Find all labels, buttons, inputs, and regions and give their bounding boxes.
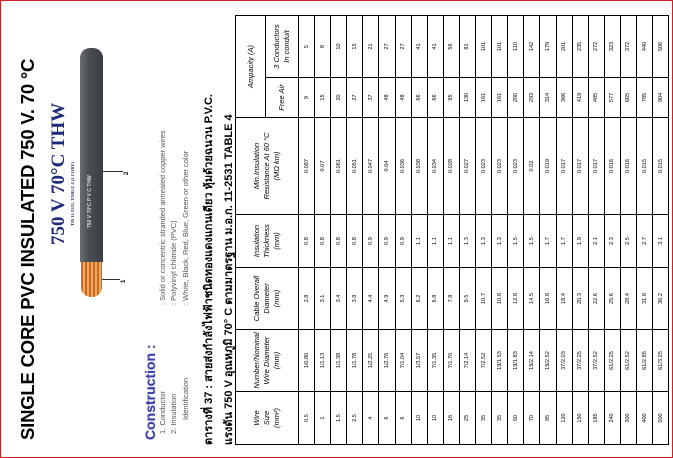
header-free-air: Free Air [266,78,299,118]
table-row [476,16,492,445]
cell-strand: 19/1.53 [492,330,508,392]
header-line: Resistance At 60 °C [262,132,271,200]
cell-free-air: 130 [459,78,475,118]
cell-free-air: 293 [524,78,540,118]
cell-insulation: 1.1 [443,215,459,268]
cell-diameter: 28.4 [620,268,636,330]
cell-resistance: 0.017 [588,118,604,215]
cell-free-air: 665 [620,78,636,118]
header-line: Thickness [262,224,271,258]
cell-insulation: 0.9 [363,215,379,268]
cell-size: 25 [459,392,475,445]
cell-size: 0.5 [299,392,315,445]
table-row [508,16,524,445]
cell-size: 35 [476,392,492,445]
cell-strand: 7/1.70 [443,330,459,392]
cell-insulation: 0.9 [395,215,411,268]
cell-diameter: 22.6 [588,268,604,330]
cell-resistance: 0.023 [492,118,508,215]
cell-conduit: 142 [524,16,540,78]
cell-size: 150 [572,392,588,445]
cell-insulation: 3.1 [653,215,669,268]
cell-resistance: 0.016 [620,118,636,215]
header-wire-size [236,392,299,445]
construction-heading: Construction : [142,344,158,440]
cable-image [80,48,103,262]
table-row [363,16,379,445]
construction-label: 1. Conductor [158,391,167,434]
construction-value: : White, Black, Red, Blue, Green or other color [181,150,190,305]
cell-strand: 61/2.52 [620,330,636,392]
page-title: SINGLE CORE PVC INSULATED 750 V. 70 °C [17,58,38,440]
cell-size: 16 [443,392,459,445]
cell-conduit: 440 [636,16,652,78]
cell-diameter: 6.2 [411,268,427,330]
cell-insulation: 1.7 [556,215,572,268]
cell-insulation: 1.5 [508,215,524,268]
cell-strand: 1/2.25 [363,330,379,392]
table-row [459,16,475,445]
table-row [427,16,443,445]
cell-insulation: 1.3 [459,215,475,268]
cell-free-air: 785 [636,78,652,118]
callout-1: 1 [121,279,127,283]
cell-strand: 19/2.52 [540,330,556,392]
cell-free-air: 161 [492,78,508,118]
cell-insulation: 1.1 [427,215,443,268]
cell-free-air: 20 [331,78,347,118]
cell-strand: 1/1.13 [315,330,331,392]
header-line: 3 Conductors [272,24,281,69]
cell-conduit: 15 [347,16,363,78]
header-line: (mm) [272,351,281,370]
cell-diameter: 2.8 [299,268,315,330]
construction-value: : Polyvinyl chloride (PVC) [169,220,178,305]
cell-resistance: 0.017 [556,118,572,215]
cell-free-air: 577 [604,78,620,118]
header-line: Wire [252,410,261,426]
cell-free-air: 314 [540,78,556,118]
cell-size: 6 [395,392,411,445]
cell-resistance: 0.036 [395,118,411,215]
header-line: Min.Insulation [252,142,261,190]
cell-strand: 37/2.52 [588,330,604,392]
cell-conduit: 323 [604,16,620,78]
callout-2: 2 [124,171,130,175]
cell-strand: 37/2.25 [572,330,588,392]
cell-size: 1 [315,392,331,445]
table-row [636,16,652,445]
cell-conduit: 101 [476,16,492,78]
cell-free-air: 66 [411,78,427,118]
header-line: Wire Diameter [262,336,271,385]
cell-insulation: 0.9 [379,215,395,268]
table-row [379,16,395,445]
table-row [299,16,315,445]
cell-conduit: 81 [459,16,475,78]
cell-insulation: 0.8 [347,215,363,268]
cell-strand: 1/0.80 [299,330,315,392]
cell-resistance: 0.019 [540,118,556,215]
cell-diameter: 3.8 [347,268,363,330]
table-row [653,16,669,445]
table-row [492,16,508,445]
cable-spec-table [235,15,669,445]
cell-strand: 1/3.57 [411,330,427,392]
cell-size: 6 [379,392,395,445]
cell-strand: 7/2.52 [476,330,492,392]
cell-size: 35 [492,392,508,445]
cell-size: 95 [540,392,556,445]
cell-size: 300 [620,392,636,445]
cell-strand: 61/2.85 [636,330,652,392]
cell-insulation: 1.7 [540,215,556,268]
cell-size: 50 [508,392,524,445]
header-conduit [266,16,299,78]
table-row [556,16,572,445]
copper-conductor-image [81,259,102,297]
cell-conduit: 10 [331,16,347,78]
cell-insulation: 1.5 [524,215,540,268]
cell-insulation: 2.3 [604,215,620,268]
table-caption-line-2: แรงดัน 750 V อุณหภูมิ 70° C ตามมาตรฐาน ม.อ.ก. 11-2531 TABLE 4 [223,114,235,445]
header-line: Size [262,410,271,426]
cell-resistance: 0.051 [347,118,363,215]
cell-size: 240 [604,392,620,445]
cell-diameter: 3.4 [331,268,347,330]
cell-free-air: 48 [395,78,411,118]
header-line: Diameter [262,283,271,314]
table-row [604,16,620,445]
table-row [395,16,411,445]
header-line: Number/Nominal [252,332,261,389]
cell-diameter: 16.8 [540,268,556,330]
cell-resistance: 0.015 [653,118,669,215]
header-insulation-resistance [236,118,299,215]
header-line: (mm) [272,289,281,308]
cell-resistance: 0.017 [572,118,588,215]
cell-size: 10 [427,392,443,445]
header-line: Insulation [252,224,261,258]
cell-free-air: 15 [315,78,331,118]
table-row [315,16,331,445]
header-strand [236,330,299,392]
cell-conduit: 110 [508,16,524,78]
cell-free-air: 366 [556,78,572,118]
table-row [620,16,636,445]
cell-resistance: 0.023 [508,118,524,215]
header-ampacity: Ampacity (A) [236,16,266,118]
cell-conduit: 41 [427,16,443,78]
cell-strand: 1/1.78 [347,330,363,392]
cell-size: 2.5 [347,392,363,445]
cell-resistance: 0.015 [636,118,652,215]
cell-diameter: 18.4 [556,268,572,330]
cell-insulation: 1.1 [411,215,427,268]
cell-diameter: 6.8 [427,268,443,330]
cell-free-air: 9 [299,78,315,118]
callout-line-2 [103,171,123,172]
cell-conduit: 179 [540,16,556,78]
product-brand-title: 750 V 70°C THW [48,102,69,245]
cell-conduit: 8 [315,16,331,78]
cell-insulation: 2.1 [588,215,604,268]
cell-free-air: 904 [653,78,669,118]
cell-diameter: 12.8 [508,268,524,330]
cell-size: 400 [636,392,652,445]
cell-resistance: 0.016 [604,118,620,215]
construction-label: 2. Insulation [169,393,178,434]
cell-conduit: 506 [653,16,669,78]
cell-strand: 61/3.25 [653,330,669,392]
cell-size: 500 [653,392,669,445]
cell-insulation: 2.7 [636,215,652,268]
table-row [411,16,427,445]
cell-strand: 1/2.76 [379,330,395,392]
table-row [572,16,588,445]
cell-conduit: 41 [411,16,427,78]
cell-free-air: 48 [379,78,395,118]
cell-size: 120 [556,392,572,445]
cell-diameter: 20.3 [572,268,588,330]
cell-conduit: 27 [379,16,395,78]
table-row [524,16,540,445]
cell-resistance: 0.027 [459,118,475,215]
cell-insulation: 1.3 [476,215,492,268]
cell-conduit: 21 [363,16,379,78]
cell-resistance: 0.023 [476,118,492,215]
table-row [347,16,363,445]
cell-size: 70 [524,392,540,445]
cell-size: 10 [411,392,427,445]
cell-insulation: 2.5 [620,215,636,268]
header-line: In conduit [282,30,291,63]
cell-size: 1.5 [331,392,347,445]
cell-resistance: 0.038 [411,118,427,215]
cell-free-air: 485 [588,78,604,118]
cell-insulation: 1.9 [572,215,588,268]
cell-resistance: 0.034 [427,118,443,215]
cell-free-air: 419 [572,78,588,118]
construction-label: Identification [181,377,190,420]
cell-diameter: 10.7 [476,268,492,330]
cell-conduit: 372 [620,16,636,78]
header-line: (mm²) [272,408,281,428]
cell-strand: 61/2.25 [604,330,620,392]
cell-conduit: 101 [492,16,508,78]
table-caption-line-1: ตารางที่ 37 : สายส่งกำลังไฟฟ้าชนิดทองแดงแกนเดียว หุ้มด้วยฉนวน P.V.C. [203,94,215,445]
cell-conduit: 56 [443,16,459,78]
cell-resistance: 0.047 [363,118,379,215]
table-row [588,16,604,445]
table-row [443,16,459,445]
table-row [331,16,347,445]
cell-diameter: 31.8 [636,268,652,330]
cell-size: 185 [588,392,604,445]
cell-insulation: 0.8 [331,215,347,268]
table-row [540,16,556,445]
cell-strand: 7/2.14 [459,330,475,392]
cell-resistance: 0.07 [315,118,331,215]
cell-diameter: 4.9 [379,268,395,330]
header-insulation-thickness [236,215,299,268]
cell-free-air: 66 [427,78,443,118]
cell-resistance: 0.087 [299,118,315,215]
cell-conduit: 201 [556,16,572,78]
cell-diameter: 4.4 [363,268,379,330]
callout-line-1 [102,279,120,280]
cell-diameter: 25.6 [604,268,620,330]
cell-resistance: 0.02 [524,118,540,215]
header-line: (mm) [272,232,281,250]
cell-diameter: 36.2 [653,268,669,330]
cell-insulation: 1.3 [492,215,508,268]
cell-conduit: 27 [395,16,411,78]
cell-resistance: 0.061 [331,118,347,215]
cell-insulation: 0.8 [315,215,331,268]
cell-resistance: 0.04 [379,118,395,215]
cell-strand: 19/1.83 [508,330,524,392]
cell-size: 4 [363,392,379,445]
cell-free-air: 95 [443,78,459,118]
cell-free-air: 27 [347,78,363,118]
cell-strand: 7/1.04 [395,330,411,392]
cell-strand: 37/2.03 [556,330,572,392]
table-body [299,16,669,445]
cell-insulation: 0.8 [299,215,315,268]
cell-diameter: 3.1 [315,268,331,330]
cell-diameter: 10.8 [492,268,508,330]
header-line: (MΩ km) [272,151,281,181]
cell-free-air: 37 [363,78,379,118]
cell-conduit: 235 [572,16,588,78]
cell-strand: 1/1.38 [331,330,347,392]
cell-diameter: 9.5 [459,268,475,330]
header-line: Cable Overall [252,275,261,322]
cell-diameter: 5.3 [395,268,411,330]
cable-print-text: 750 V 70°C P V C THW [87,175,93,228]
cell-resistance: 0.028 [443,118,459,215]
cell-diameter: 14.5 [524,268,540,330]
cell-free-air: 161 [476,78,492,118]
construction-value: : Solid or concentric stranded annealed copper wires [158,130,167,305]
cell-diameter: 7.8 [443,268,459,330]
product-brand-subtitle: TIS 11-2531, TABLE 4 (1 CORE) [70,161,75,226]
cell-free-air: 200 [508,78,524,118]
cell-strand: 7/1.35 [427,330,443,392]
cell-conduit: 272 [588,16,604,78]
cell-conduit: 5 [299,16,315,78]
header-overall-diameter [236,268,299,330]
cell-strand: 19/2.14 [524,330,540,392]
